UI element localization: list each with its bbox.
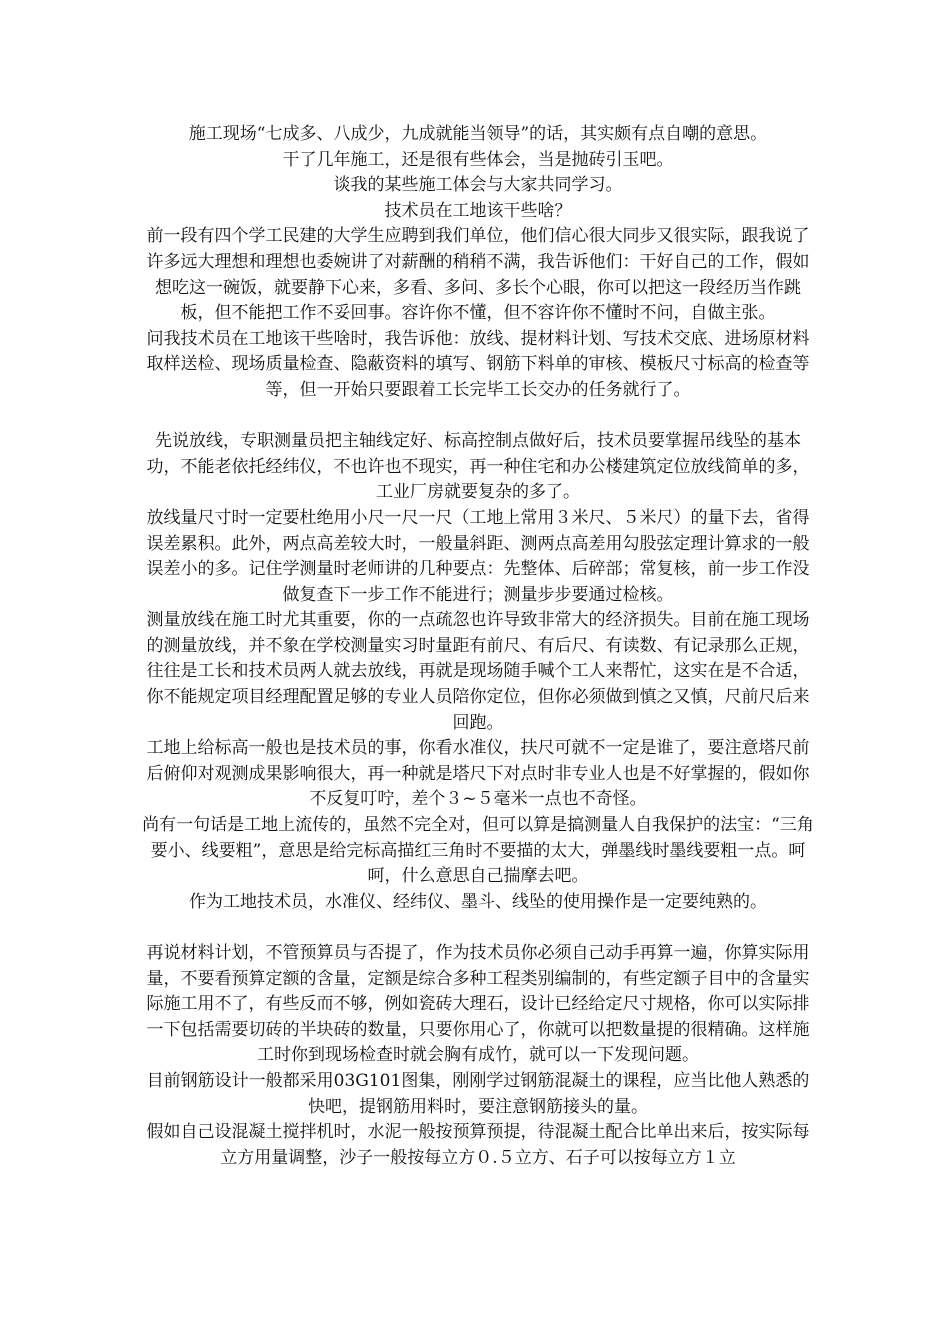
document-page: [140, 122, 816, 1171]
paragraph-survey-importance: 测量放线在施工时尤其重要，你的一点疏忽也许导致非常大的经济损失。目前在施工现场的测量放线，并不象在学校测量实习时量距有前尺、有后尺、有读数、有记录那么正规，往往是工长和技术员两人就去放线，再就是现场随手喊个工人来帮忙，这实在是不合适，你不能规定项目经理配置足够的专业人员陪你定位，但你必须做到慎之又慎，尺前尺后来回跑。: [146, 610, 810, 733]
paragraph-material-plan: 再说材料计划，不管预算员与否提了，作为技术员你必须自己动手再算一遍，你算实际用量，不要看预算定额的含量，定额是综合多种工程类别编制的，有些定额子目中的含量实际施工用不了，有些反而不够，例如瓷砖大理石，设计已经给定尺寸规格，你可以实际排一下包括需要切砖的半块砖的数量，只要你用心了，你就可以把数量提的很精确。这样施工时你到现场检查时就会胸有成竹，就可以一下发现问题。: [146, 943, 810, 1066]
paragraph-layout-intro: 先说放线，专职测量员把主轴线定好、标高控制点做好后，技术员要掌握吊线坠的基本功，不能老依托经纬仪，不也许也不现实，再一种住宅和办公楼建筑定位放线简单的多，工业厂房就要复杂的多了。: [146, 431, 810, 503]
paragraph-measuring: 放线量尺寸时一定要杜绝用小尺一尺一尺（工地上常用３米尺、５米尺）的量下去，省得误差累积。此外，两点高差较大时，一般量斜距、测两点高差用勾股弦定理计算求的一般误差小的多。记住学测量时老师讲的几种要点：先整体、后碎部；常复核，前一步工作没做复查下一步工作不能进行；测量步步要通过检核。: [146, 507, 810, 605]
paragraph-spacer: [140, 915, 816, 941]
paragraph-duties: 问我技术员在工地该干些啥时，我告诉他：放线、提材料计划、写技术交底、进场原材料取样送检、现场质量检查、隐蔽资料的填写、钢筋下料单的审核、模板尺寸标高的检查等等，但一开始只要跟着工长完毕工长交办的任务就行了。: [146, 328, 810, 400]
section-heading: 技术员在工地该干些啥？: [384, 200, 572, 221]
paragraph-concrete: 假如自己设混凝土搅拌机时，水泥一般按预算预提，待混凝土配合比单出来后，按实际每立方用量调整，沙子一般按每立方０.５立方、石子可以按每立方１立: [146, 1122, 810, 1168]
paragraph-intro-2: 干了几年施工，还是很有些体会，当是抛砖引玉吧。: [282, 149, 674, 170]
paragraph-intro-3: 谈我的某些施工体会与大家共同学习。: [333, 175, 623, 196]
paragraph-saying: 尚有一句话是工地上流传的，虽然不完全对，但可以算是搞测量人自我保护的法宝：“三角要小、线要粗”，意思是给完标高描红三角时不要描的太大，弹墨线时墨线要粗一点。呵呵，什么意思自己揣摩去吧。: [142, 815, 814, 887]
paragraph-graduates: 前一段有四个学工民建的大学生应聘到我们单位，他们信心很大同步又很实际，跟我说了许多远大理想和理想也委婉讲了对薪酬的稍稍不满，我告诉他们：干好自己的工作，假如想吃这一碗饭，就要静下心来，多看、多问、多长个心眼，你可以把这一段经历当作跳板，但不能把工作不妥回事。容许你不懂，但不容许你不懂时不问，自做主张。: [146, 226, 810, 324]
paragraph-instruments: 作为工地技术员，水准仪、经纬仪、墨斗、线坠的使用操作是一定要纯熟的。: [189, 891, 767, 912]
paragraph-elevation: 工地上给标高一般也是技术员的事，你看水准仪，扶尺可就不一定是谁了，要注意塔尺前后俯仰对观测成果影响很大，再一种就是塔尺下对点时非专业人也是不好掌握的，假如你不反复叮咛，差个３~５毫米一点也不奇怪。: [146, 738, 810, 810]
paragraph-intro-1: 施工现场“七成多、八成少，九成就能当领导”的话，其实颇有点自嘲的意思。: [188, 124, 768, 144]
paragraph-spacer: [140, 404, 816, 430]
paragraph-rebar: 目前钢筋设计一般都采用03G101图集，刚刚学过钢筋混凝土的课程，应当比他人熟悉的快吧，提钢筋用料时，要注意钢筋接头的量。: [146, 1070, 810, 1117]
